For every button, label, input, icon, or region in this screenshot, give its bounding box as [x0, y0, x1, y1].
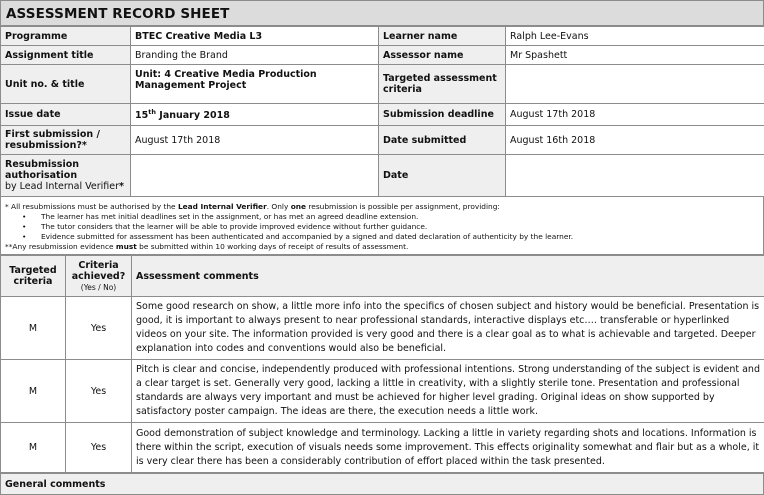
info-row: [1, 27, 764, 46]
row-comment: Pitch is clear and concise, independently produced with professional intentions. Strong understanding of the subject is evident and a clear target is set. Generally very good, lacking a little in creativity, with a slightly sterile tone. Presentation and professional standards are always very important and must be achieved for higher level grading. Original ideas on show supported by satisfactory poster campaign. The ideas are there, the execution needs a little work.: [132, 360, 764, 423]
assessment-header-row: [1, 256, 764, 297]
first-submission-label: First submission / resubmission?*: [1, 126, 131, 155]
notes-text: * All resubmissions must be authorised by the: [5, 202, 178, 211]
assessment-table: [0, 255, 764, 473]
date-value: [506, 155, 764, 197]
assessor-name-value: Mr Spashett: [506, 46, 764, 65]
notes-text: . Only: [267, 202, 291, 211]
table-row: [1, 297, 764, 360]
row-criteria: M: [1, 423, 66, 473]
resubmission-auth-label-line2: [5, 181, 126, 192]
notes-bullet-list: [5, 212, 759, 242]
notes-line-1: [5, 202, 759, 212]
col-assessment-comments: Assessment comments: [132, 256, 764, 297]
notes-bold: must: [116, 242, 137, 251]
general-comments-row: [1, 474, 764, 495]
assignment-title-value: Branding the Brand: [131, 46, 379, 65]
resubmission-auth-label: [1, 155, 131, 197]
col-criteria-achieved: [66, 256, 132, 297]
row-achieved: Yes: [66, 423, 132, 473]
issue-date-label: Issue date: [1, 104, 131, 126]
resubmission-auth-value: [131, 155, 379, 197]
targeted-criteria-label: Targeted assessment criteria: [379, 65, 506, 104]
unit-value: Unit: 4 Creative Media Production Management Project: [131, 65, 379, 104]
issue-date-day: 15: [135, 111, 148, 122]
row-criteria: M: [1, 360, 66, 423]
col-criteria-achieved-sub: (Yes / No): [70, 282, 127, 293]
notes-bullet: • The learner has met initial deadlines set in the assignment, or has met an agreed deadline extension.: [38, 212, 759, 222]
issue-date-suffix: th: [148, 108, 156, 116]
info-row: [1, 155, 764, 197]
col-criteria-achieved-label: Criteria achieved?: [70, 260, 127, 282]
resubmission-auth-star: *: [119, 181, 124, 192]
notes-text: **Any resubmission evidence: [5, 242, 116, 251]
submission-deadline-label: Submission deadline: [379, 104, 506, 126]
learner-name-label: Learner name: [379, 27, 506, 46]
notes-text: resubmission is possible per assignment, providing:: [306, 202, 500, 211]
programme-label: Programme: [1, 27, 131, 46]
info-row: [1, 46, 764, 65]
resubmission-auth-label-line1: Resubmission authorisation: [5, 159, 126, 181]
row-achieved: Yes: [66, 360, 132, 423]
resubmission-notes: [0, 197, 764, 255]
general-comments-label: General comments: [1, 474, 764, 495]
first-submission-value: August 17th 2018: [131, 126, 379, 155]
assignment-title-label: Assignment title: [1, 46, 131, 65]
info-row: [1, 65, 764, 104]
col-targeted-criteria: Targeted criteria: [1, 256, 66, 297]
row-criteria: M: [1, 297, 66, 360]
row-achieved: Yes: [66, 297, 132, 360]
table-row: [1, 360, 764, 423]
targeted-criteria-value: [506, 65, 764, 104]
learner-name-value: Ralph Lee-Evans: [506, 27, 764, 46]
date-label: Date: [379, 155, 506, 197]
programme-value: BTEC Creative Media L3: [131, 27, 379, 46]
notes-line-2: [5, 242, 759, 252]
info-row: [1, 104, 764, 126]
notes-bold: one: [291, 202, 306, 211]
row-comment: Good demonstration of subject knowledge and terminology. Lacking a little in variety regarding shots and locations. Information is there within the script, execution of visuals needs some improvement. This effects originality somewhat and flair but as a whole, it is very clear there has been a considerably contribution of effort placed within the task presented.: [132, 423, 764, 473]
table-row: [1, 423, 764, 473]
notes-bullet: • Evidence submitted for assessment has been authenticated and accompanied by a signed and dated declaration of authenticity by the learner.: [38, 232, 759, 242]
issue-date-rest: January 2018: [156, 111, 230, 122]
notes-bold: Lead Internal Verifier: [178, 202, 267, 211]
unit-label: Unit no. & title: [1, 65, 131, 104]
sheet-title: ASSESSMENT RECORD SHEET: [0, 0, 764, 26]
issue-date-value: [131, 104, 379, 126]
resubmission-auth-by: by Lead Internal Verifier: [5, 181, 119, 192]
date-submitted-label: Date submitted: [379, 126, 506, 155]
date-submitted-value: August 16th 2018: [506, 126, 764, 155]
row-comment: Some good research on show, a little more info into the specifics of chosen subject and history would be beneficial. Presentation is good, it is important to always present to near professional standards, interactive displays etc…. transferable or hyperlinked videos on your site. The information provided is very good and there is a clear goal as to what is achievable and targeted. Deeper explanation into codes and conventions would also be beneficial.: [132, 297, 764, 360]
info-row: [1, 126, 764, 155]
submission-deadline-value: August 17th 2018: [506, 104, 764, 126]
assessor-name-label: Assessor name: [379, 46, 506, 65]
notes-bullet: • The tutor considers that the learner will be able to provide improved evidence without further guidance.: [38, 222, 759, 232]
info-table: [0, 26, 764, 197]
notes-text: be submitted within 10 working days of receipt of results of assessment.: [137, 242, 408, 251]
